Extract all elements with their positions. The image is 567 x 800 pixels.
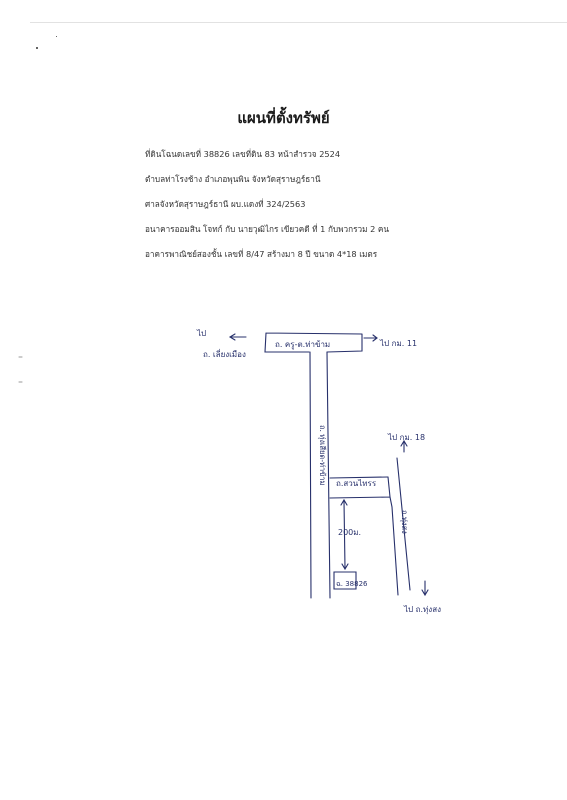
to-left-road-label: ถ. เลี่ยงเมือง: [203, 350, 246, 359]
down-arrow-bottom: [422, 581, 428, 595]
top-road-label: ถ. ครู-ต.ท่าข้าม: [275, 340, 331, 349]
location-line: ตำบลท่าโรงช้าง อำเภอพุนพิน จังหวัดสุราษฎร์ธานี: [145, 174, 321, 184]
parcel-label: ฉ. 38826: [336, 580, 368, 588]
right-road-label: ถ.ทุ่งสง: [400, 510, 409, 534]
page-title: แผนที่ตั้งทรัพย์: [237, 109, 330, 127]
lane-label: ถ.สวนไทรร: [336, 479, 377, 488]
left-arrow: [230, 334, 246, 340]
up-arrow-right: [401, 441, 407, 452]
to-bottom-label: ไป ถ.ทุ่งสง: [404, 605, 441, 614]
vertical-road-label: ถ. ทุ่งเสียด-ท่าข้าม: [318, 425, 327, 486]
right-arrow-top: [364, 335, 377, 341]
to-right-top-label: ไป กม. 11: [380, 339, 418, 348]
to-left-label: ไป: [197, 329, 207, 338]
deed-info-line: ที่ดินโฉนดเลขที่ 38826 เลขที่ดิน 83 หน้าสำรวจ 2524: [145, 149, 341, 159]
distance-label: 200ม.: [338, 528, 362, 537]
court-case-line: ศาลจังหวัดสุราษฎร์ธานี ผบ.แดงที่ 324/2563: [145, 199, 306, 209]
building-line: อาคารพาณิชย์สองชั้น เลขที่ 8/47 สร้างมา 8 ปี ขนาด 4*18 เมตร: [145, 249, 378, 259]
to-right-mid-label: ไป กม. 18: [388, 433, 426, 442]
parties-line: อนาคารออมสิน โจทก์ กับ นายวุฒิไกร เขียวคดี ที่ 1 กับพวกรวม 2 คน: [145, 224, 389, 234]
margin-tick: [19, 357, 22, 382]
